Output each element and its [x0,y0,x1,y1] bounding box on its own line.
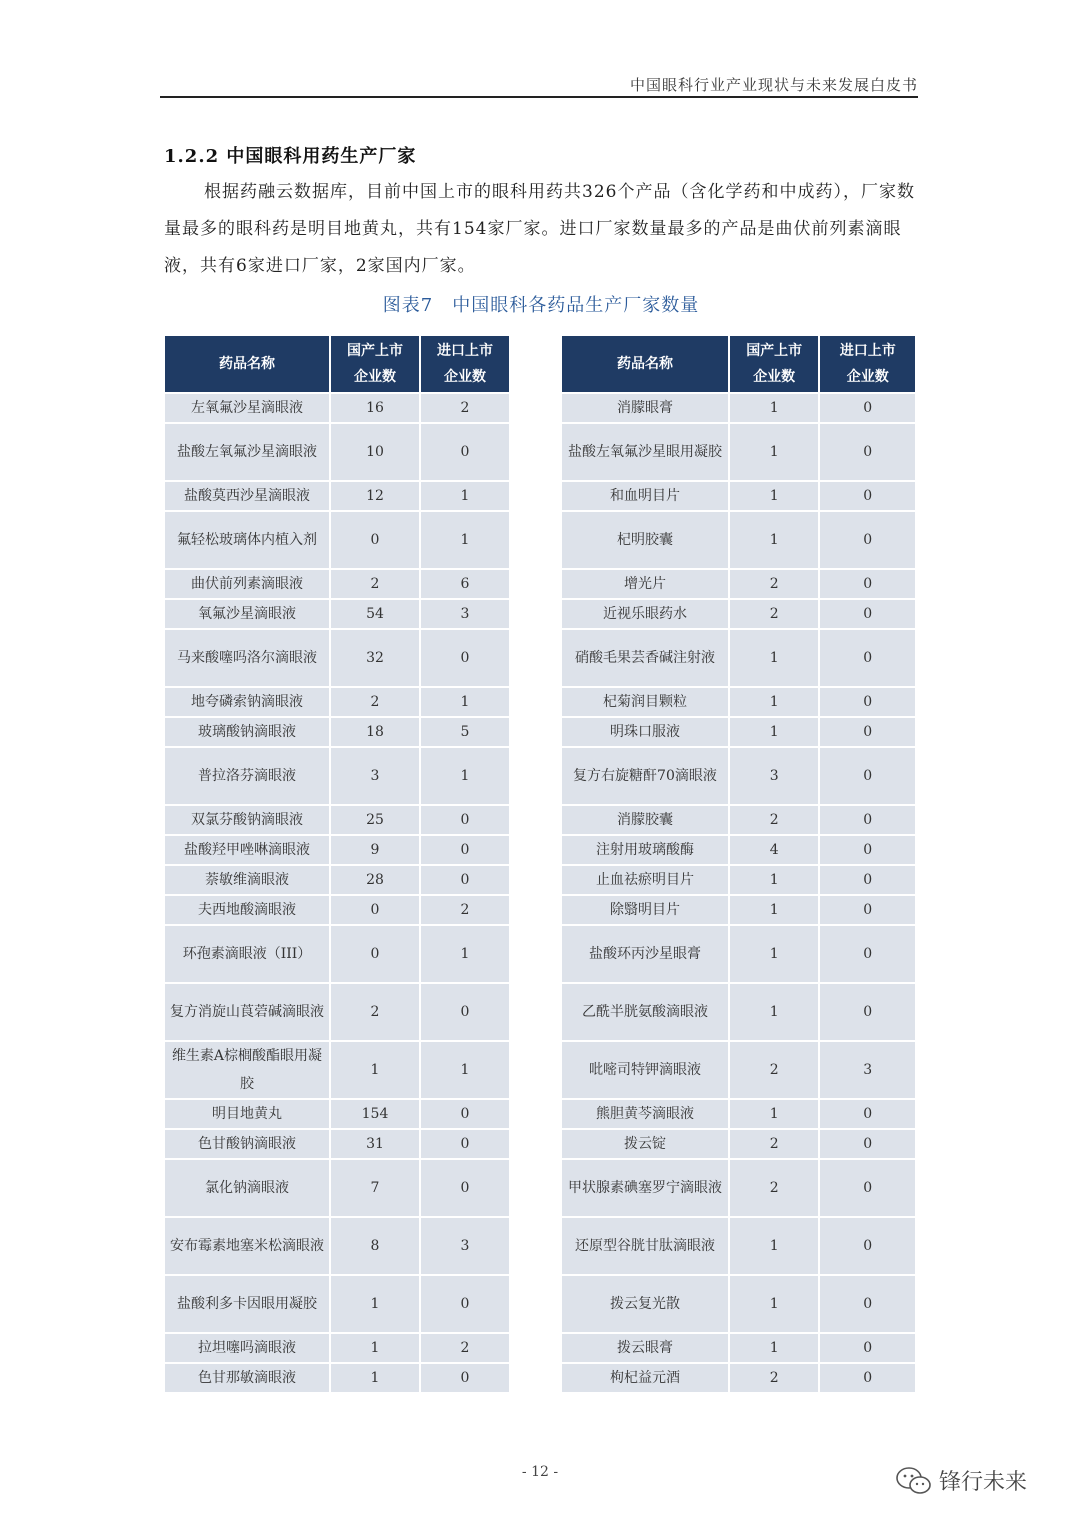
drug-name-cell: 复方消旋山莨菪碱滴眼液 [165,984,329,1040]
domestic-count-cell: 0 [331,896,419,924]
domestic-count-cell: 2 [331,984,419,1040]
drug-name-cell: 曲伏前列素滴眼液 [165,570,329,598]
drug-name-cell: 注射用玻璃酸酶 [562,836,728,864]
domestic-count-cell: 1 [730,630,819,686]
watermark-text: 锋行未来 [939,1470,1028,1495]
import-count-cell: 0 [421,984,509,1040]
drug-name-cell: 止血祛瘀明目片 [562,866,728,894]
drug-name-cell: 复方右旋糖酐70滴眼液 [562,748,728,804]
drug-name-cell: 吡嘧司特钾滴眼液 [562,1042,728,1098]
import-count-cell: 0 [820,1218,915,1274]
import-count-cell: 0 [820,688,915,716]
import-count-cell: 0 [820,570,915,598]
import-count-cell: 1 [421,482,509,510]
import-count-cell: 0 [820,836,915,864]
table-row [165,424,509,480]
drug-name-cell: 色甘酸钠滴眼液 [165,1130,329,1158]
table-row [165,926,509,982]
domestic-count-cell: 2 [730,1130,819,1158]
import-count-cell: 0 [421,1364,509,1392]
table-row [165,1334,509,1362]
domestic-count-cell: 1 [730,1218,819,1274]
domestic-count-cell: 154 [331,1100,419,1128]
table-row [562,1276,915,1332]
drug-name-cell: 还原型谷胱甘肽滴眼液 [562,1218,728,1274]
drug-name-cell: 拨云眼膏 [562,1334,728,1362]
domestic-count-cell: 2 [730,570,819,598]
drug-name-cell: 地夸磷索钠滴眼液 [165,688,329,716]
domestic-count-cell: 2 [730,600,819,628]
table-row [165,482,509,510]
drug-name-cell: 拉坦噻吗滴眼液 [165,1334,329,1362]
table-row [562,482,915,510]
table-row [562,718,915,746]
import-count-cell: 0 [421,866,509,894]
domestic-count-cell: 1 [730,394,819,422]
import-count-cell: 0 [820,1276,915,1332]
drug-name-cell: 消朦眼膏 [562,394,728,422]
import-count-cell: 0 [820,1130,915,1158]
header-import: 进口上市 企业数 [421,336,509,392]
table-row [165,836,509,864]
drug-name-cell: 氧氟沙星滴眼液 [165,600,329,628]
table-row [562,1100,915,1128]
drug-name-cell: 杞菊润目颗粒 [562,688,728,716]
import-count-cell: 1 [421,1042,509,1098]
table-row [165,688,509,716]
domestic-count-cell: 10 [331,424,419,480]
drug-name-cell: 夫西地酸滴眼液 [165,896,329,924]
domestic-count-cell: 9 [331,836,419,864]
domestic-count-cell: 32 [331,630,419,686]
domestic-count-cell: 2 [730,1160,819,1216]
drug-name-cell: 拨云锭 [562,1130,728,1158]
import-count-cell: 5 [421,718,509,746]
import-count-cell: 0 [421,1276,509,1332]
import-count-cell: 0 [820,984,915,1040]
body-paragraph [164,174,918,285]
domestic-count-cell: 2 [730,1042,819,1098]
drug-name-cell: 盐酸莫西沙星滴眼液 [165,482,329,510]
drug-name-cell: 安布霉素地塞米松滴眼液 [165,1218,329,1274]
table-row [562,984,915,1040]
table-row [165,1100,509,1128]
table-row [562,1042,915,1098]
domestic-count-cell: 28 [331,866,419,894]
header-domestic: 国产上市 企业数 [730,336,819,392]
table-row [165,1276,509,1332]
figure-caption: 图表7 中国眼科各药品生产厂家数量 [382,295,700,316]
import-count-cell: 0 [421,424,509,480]
drug-name-cell: 增光片 [562,570,728,598]
import-count-cell: 0 [820,512,915,568]
domestic-count-cell: 1 [730,1100,819,1128]
import-count-cell: 0 [421,806,509,834]
import-count-cell: 0 [820,806,915,834]
table-row [165,1130,509,1158]
table-row [165,570,509,598]
import-count-cell: 0 [421,630,509,686]
table-row [562,1160,915,1216]
domestic-count-cell: 1 [730,896,819,924]
drug-name-cell: 环孢素滴眼液（III） [165,926,329,982]
paragraph-text: 根据药融云数据库，目前中国上市的眼科用药共326个产品（含化学药和中成药），厂家数量最多的眼科药是明目地黄丸，共有154家厂家。进口厂家数量最多的产品是曲伏前列素滴眼液，共有6家进口厂家，2家国内厂家。 [164,182,915,276]
import-count-cell: 0 [421,1100,509,1128]
drug-name-cell: 普拉洛芬滴眼液 [165,748,329,804]
table-row [165,866,509,894]
import-count-cell: 3 [421,1218,509,1274]
table-row [165,1160,509,1216]
table-row [562,1218,915,1274]
table-row [562,806,915,834]
table-row [562,600,915,628]
table-row [165,984,509,1040]
domestic-count-cell: 1 [331,1042,419,1098]
domestic-count-cell: 1 [730,984,819,1040]
drug-name-cell: 盐酸左氧氟沙星眼用凝胶 [562,424,728,480]
import-count-cell: 1 [421,748,509,804]
import-count-cell: 3 [421,600,509,628]
header-drug-name: 药品名称 [562,336,728,392]
import-count-cell: 0 [421,836,509,864]
import-count-cell: 0 [820,896,915,924]
table-row [562,836,915,864]
import-count-cell: 1 [421,688,509,716]
domestic-count-cell: 25 [331,806,419,834]
domestic-count-cell: 2 [730,806,819,834]
drug-name-cell: 熊胆黄芩滴眼液 [562,1100,728,1128]
drug-name-cell: 硝酸毛果芸香碱注射液 [562,630,728,686]
domestic-count-cell: 2 [331,570,419,598]
drug-name-cell: 左氧氟沙星滴眼液 [165,394,329,422]
import-count-cell: 3 [820,1042,915,1098]
drug-name-cell: 近视乐眼药水 [562,600,728,628]
drug-name-cell: 杞明胶囊 [562,512,728,568]
import-count-cell: 0 [820,1160,915,1216]
import-count-cell: 0 [421,1160,509,1216]
import-count-cell: 2 [421,1334,509,1362]
table-header-row [165,336,509,392]
table-row [562,1130,915,1158]
domestic-count-cell: 1 [331,1334,419,1362]
drug-name-cell: 除翳明目片 [562,896,728,924]
domestic-count-cell: 3 [730,748,819,804]
domestic-count-cell: 7 [331,1160,419,1216]
table-row [165,394,509,422]
domestic-count-cell: 16 [331,394,419,422]
drug-table-left [163,334,511,1394]
table-row [562,424,915,480]
domestic-count-cell: 31 [331,1130,419,1158]
drug-name-cell: 玻璃酸钠滴眼液 [165,718,329,746]
domestic-count-cell: 0 [331,926,419,982]
domestic-count-cell: 1 [730,424,819,480]
drug-table-right [560,334,917,1394]
table-row [165,1218,509,1274]
domestic-count-cell: 1 [730,1276,819,1332]
header-domestic: 国产上市 企业数 [331,336,419,392]
domestic-count-cell: 0 [331,512,419,568]
drug-name-cell: 盐酸左氧氟沙星滴眼液 [165,424,329,480]
table-row [165,806,509,834]
import-count-cell: 0 [820,630,915,686]
domestic-count-cell: 2 [331,688,419,716]
drug-name-cell: 盐酸羟甲唑啉滴眼液 [165,836,329,864]
table-row [165,630,509,686]
table-row [562,630,915,686]
drug-name-cell: 明目地黄丸 [165,1100,329,1128]
import-count-cell: 6 [421,570,509,598]
table-row [562,394,915,422]
drug-name-cell: 拨云复光散 [562,1276,728,1332]
domestic-count-cell: 54 [331,600,419,628]
wechat-icon [895,1466,933,1496]
drug-name-cell: 维生素A棕榈酸酯眼用凝胶 [165,1042,329,1098]
import-count-cell: 1 [421,512,509,568]
table-row [165,718,509,746]
domestic-count-cell: 4 [730,836,819,864]
drug-name-cell: 色甘那敏滴眼液 [165,1364,329,1392]
drug-name-cell: 枸杞益元酒 [562,1364,728,1392]
section-title: 中国眼科用药生产厂家 [226,146,417,167]
drug-name-cell: 乙酰半胱氨酸滴眼液 [562,984,728,1040]
domestic-count-cell: 1 [331,1276,419,1332]
table-row [165,1042,509,1098]
table-row [165,896,509,924]
import-count-cell: 0 [820,718,915,746]
table-header-row [562,336,915,392]
import-count-cell: 0 [820,482,915,510]
table-row [165,512,509,568]
domestic-count-cell: 1 [331,1364,419,1392]
drug-name-cell: 甲状腺素碘塞罗宁滴眼液 [562,1160,728,1216]
drug-name-cell: 萘敏维滴眼液 [165,866,329,894]
table-row [165,600,509,628]
import-count-cell: 0 [820,1100,915,1128]
domestic-count-cell: 18 [331,718,419,746]
table-row [562,896,915,924]
domestic-count-cell: 1 [730,482,819,510]
import-count-cell: 0 [820,600,915,628]
watermark [895,1465,1027,1496]
import-count-cell: 0 [820,424,915,480]
import-count-cell: 0 [820,866,915,894]
drug-name-cell: 明珠口服液 [562,718,728,746]
domestic-count-cell: 3 [331,748,419,804]
header-import: 进口上市 企业数 [820,336,915,392]
domestic-count-cell: 2 [730,1364,819,1392]
header-rule [160,96,918,98]
domestic-count-cell: 1 [730,718,819,746]
domestic-count-cell: 12 [331,482,419,510]
table-row [562,1334,915,1362]
domestic-count-cell: 1 [730,688,819,716]
domestic-count-cell: 1 [730,926,819,982]
import-count-cell: 0 [820,748,915,804]
running-header: 中国眼科行业产业现状与未来发展白皮书 [629,76,918,94]
domestic-count-cell: 8 [331,1218,419,1274]
drug-name-cell: 氯化钠滴眼液 [165,1160,329,1216]
header-drug-name: 药品名称 [165,336,329,392]
domestic-count-cell: 1 [730,512,819,568]
table-row [562,748,915,804]
table-row [165,1364,509,1392]
import-count-cell: 0 [421,1130,509,1158]
table-row [562,1364,915,1392]
section-heading [164,142,416,168]
drug-name-cell: 双氯芬酸钠滴眼液 [165,806,329,834]
table-row [562,688,915,716]
domestic-count-cell: 1 [730,866,819,894]
table-row [562,570,915,598]
table-row [562,926,915,982]
domestic-count-cell: 1 [730,1334,819,1362]
drug-name-cell: 和血明目片 [562,482,728,510]
import-count-cell: 0 [820,1334,915,1362]
import-count-cell: 0 [820,394,915,422]
import-count-cell: 1 [421,926,509,982]
table-row [562,512,915,568]
import-count-cell: 2 [421,896,509,924]
table-row [562,866,915,894]
table-row [165,748,509,804]
drug-name-cell: 盐酸利多卡因眼用凝胶 [165,1276,329,1332]
drug-name-cell: 消朦胶囊 [562,806,728,834]
section-number: 1.2.2 [164,146,220,167]
import-count-cell: 2 [421,394,509,422]
drug-name-cell: 马来酸噻吗洛尔滴眼液 [165,630,329,686]
import-count-cell: 0 [820,926,915,982]
drug-name-cell: 盐酸环丙沙星眼膏 [562,926,728,982]
page-number: - 12 - [521,1464,559,1480]
drug-name-cell: 氟轻松玻璃体内植入剂 [165,512,329,568]
import-count-cell: 0 [820,1364,915,1392]
